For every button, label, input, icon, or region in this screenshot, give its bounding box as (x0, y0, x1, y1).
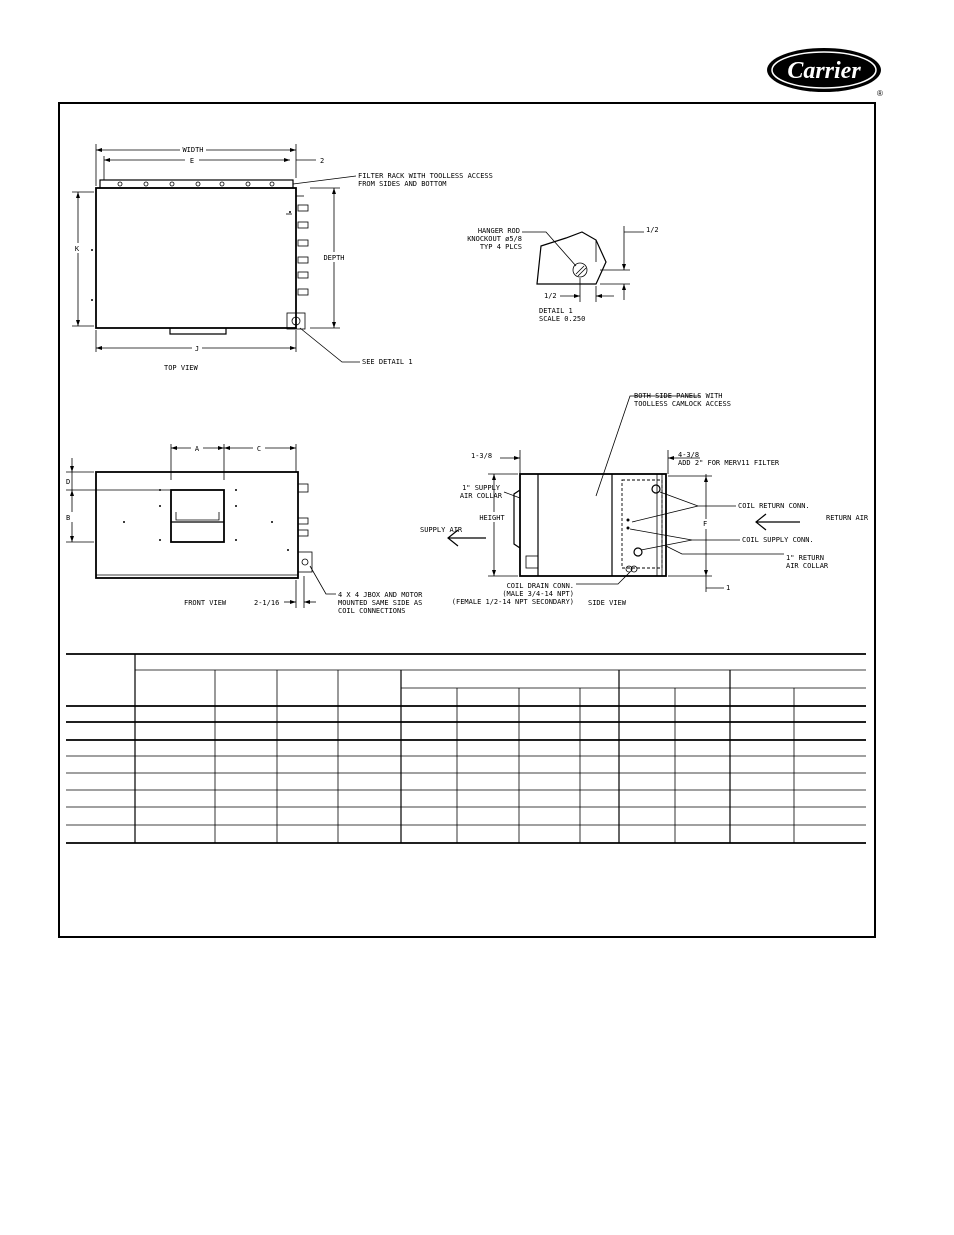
jbox-note-line2: MOUNTED SAME SIDE AS (338, 599, 423, 607)
k-label: K (74, 245, 80, 253)
drain-note-line2: (MALE 3/4-14 NPT) (502, 590, 574, 598)
see-detail-note: SEE DETAIL 1 (362, 358, 413, 366)
detail-scale: SCALE 0.250 (539, 315, 586, 323)
dim-1-3-8: 1-3/8 (471, 452, 493, 460)
coil-return-label: COIL RETURN CONN. (738, 502, 810, 510)
supply-air-label: SUPPLY AIR (420, 526, 463, 534)
detail-title: DETAIL 1 (539, 307, 573, 315)
supply-collar-line1: 1" SUPPLY (462, 484, 500, 492)
supply-collar-line2: AIR COLLAR (459, 492, 502, 500)
return-collar-line2: AIR COLLAR (786, 562, 829, 570)
width-label: WIDTH (182, 146, 204, 154)
logo-text: Carrier (787, 58, 861, 84)
filter-note-line1: FILTER RACK WITH TOOLLESS ACCESS (358, 172, 493, 180)
merv-note: ADD 2" FOR MERV11 FILTER (678, 459, 780, 467)
dim-4-3-8: 4-3/8 (678, 451, 700, 459)
d-label: D (66, 478, 71, 486)
f-label: F (703, 520, 708, 528)
b-label: B (66, 514, 71, 522)
side-view (420, 392, 869, 607)
front-view-title: FRONT VIEW (184, 599, 227, 607)
hanger-note-line3: TYP 4 PLCS (479, 243, 522, 251)
depth-label: DEPTH (323, 254, 345, 262)
drain-note-line1: COIL DRAIN CONN. (506, 582, 574, 590)
panels-note-line2: TOOLLESS CAMLOCK ACCESS (634, 400, 731, 408)
panels-note-line1: BOTH SIDE PANELS WITH (634, 392, 723, 400)
jbox-note-line3: COIL CONNECTIONS (338, 607, 406, 615)
registered-mark: ® (877, 89, 883, 98)
drain-note-line3: (FEMALE 1/2-14 NPT SECONDARY) (451, 598, 574, 606)
e-label: E (189, 157, 195, 165)
two-label: 2 (320, 157, 325, 165)
height-label: HEIGHT (479, 514, 505, 522)
front-view (64, 444, 423, 615)
hanger-note-line1: HANGER ROD (477, 227, 520, 235)
dimension-table (66, 654, 866, 843)
return-air-label: RETURN AIR (826, 514, 869, 522)
jbox-note-line1: 4 X 4 JBOX AND MOTOR (338, 591, 423, 599)
detail-half-bottom: 1/2 (544, 292, 557, 300)
return-collar-line1: 1" RETURN (786, 554, 824, 562)
detail-half-right: 1/2 (646, 226, 659, 234)
top-view (72, 144, 493, 372)
filter-note-line2: FROM SIDES AND BOTTOM (358, 180, 447, 188)
top-view-title: TOP VIEW (164, 364, 198, 372)
detail-1 (467, 226, 658, 323)
j-label: J (194, 345, 200, 353)
one-label: 1 (726, 584, 731, 592)
c-label: C (256, 445, 262, 453)
offset-label: 2-1/16 (254, 599, 280, 607)
hanger-note-line2: KNOCKOUT ø5/8 (467, 235, 522, 243)
side-view-title: SIDE VIEW (588, 599, 626, 607)
a-label: A (194, 445, 200, 453)
coil-supply-label: COIL SUPPLY CONN. (742, 536, 814, 544)
